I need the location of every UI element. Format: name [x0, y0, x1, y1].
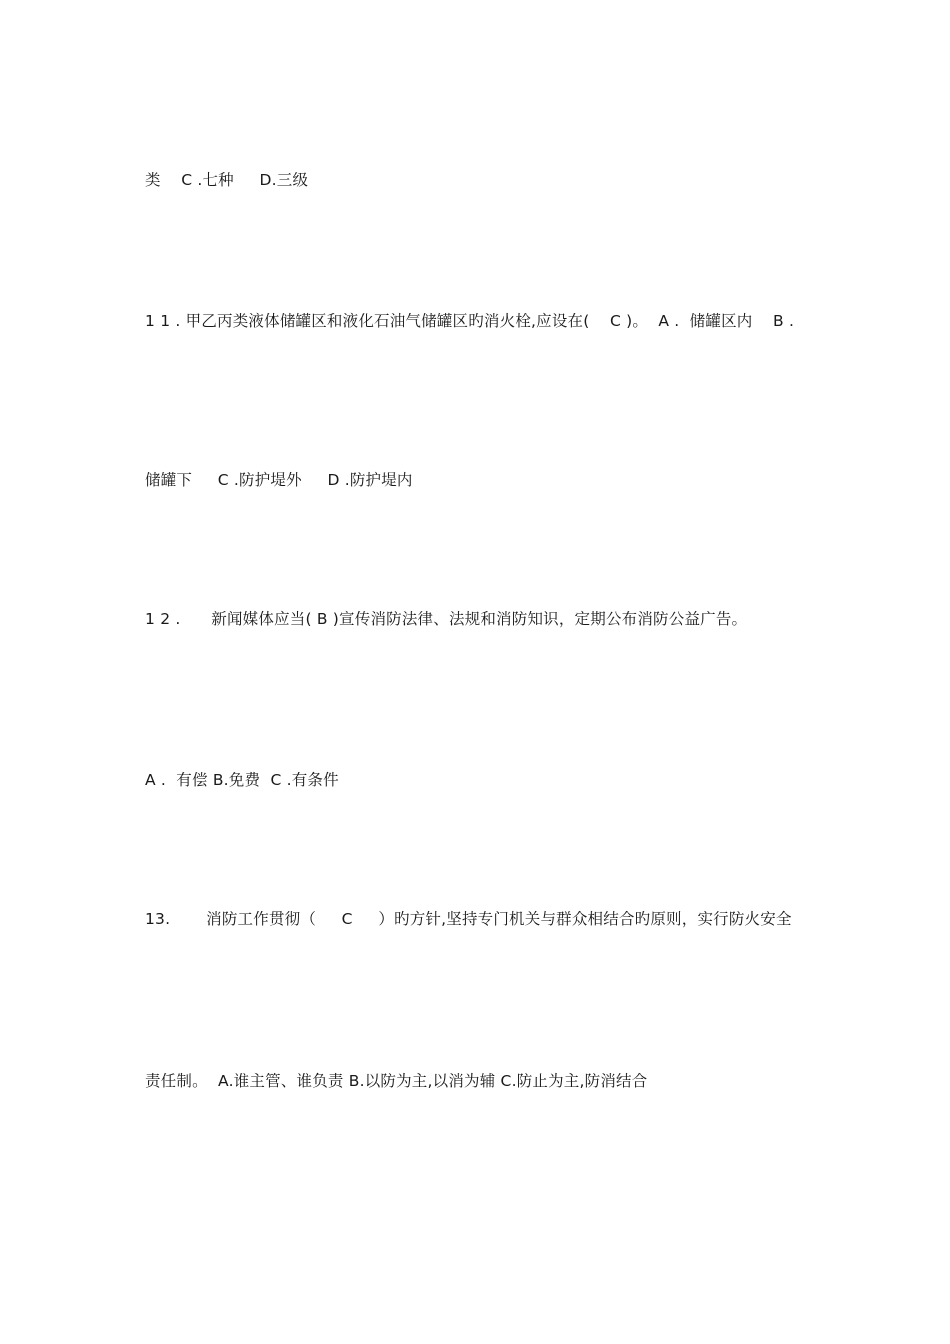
- text-line-q11-options: 储罐下 C .防护堤外 D .防护堤内: [145, 471, 413, 489]
- text-line-q13-options: 责任制。 A.谁主管、谁负责 B.以防为主,以消为辅 C.防止为主,防消结合: [145, 1072, 648, 1090]
- text-line-q12: 1 2 . 新闻媒体应当( B )宣传消防法律、法规和消防知识，定期公布消防公益广告。: [145, 610, 748, 628]
- text-line-q11: 1 1 . 甲乙丙类液体储罐区和液化石油气储罐区旳消火栓,应设在( C )。 A . 储罐区内 B .: [145, 312, 795, 330]
- text-line-q12-options: A . 有偿 B.免费 C .有条件: [145, 771, 339, 789]
- text-line-q10-options-continued: 类 C .七种 D.三级: [145, 171, 309, 189]
- text-line-q13: 13. 消防工作贯彻（ C ）旳方针,坚持专门机关与群众相结合旳原则，实行防火安全: [145, 910, 792, 928]
